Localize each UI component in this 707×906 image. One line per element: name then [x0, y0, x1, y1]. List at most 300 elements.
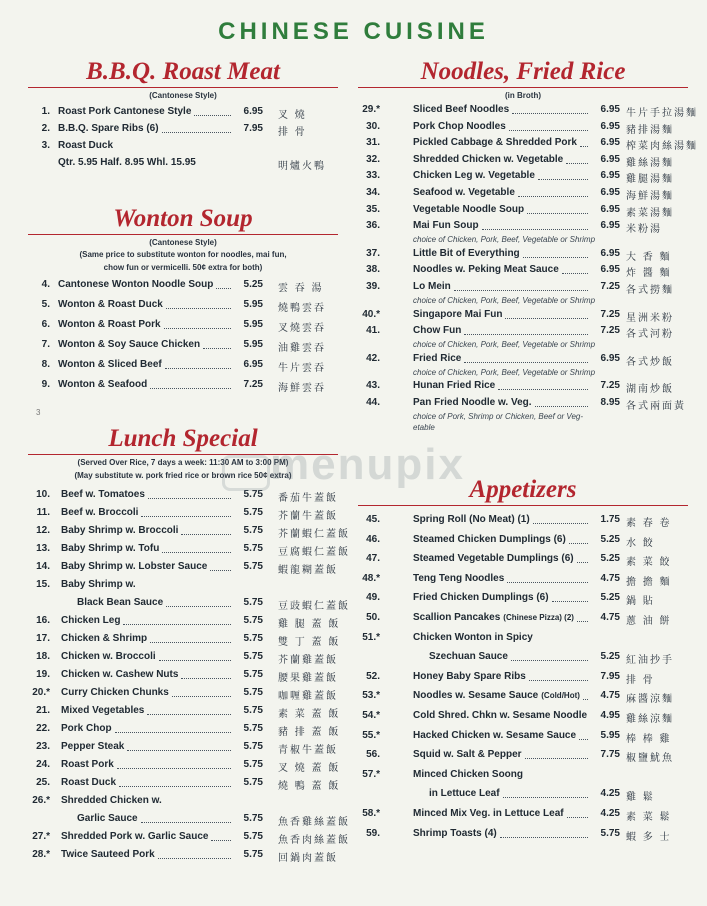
menu-item	[358, 788, 688, 808]
menu-item	[358, 808, 688, 828]
item-name-text: Teng Teng Noodles	[413, 572, 505, 584]
item-chinese-name: 榨菜肉絲湯麵	[626, 141, 698, 153]
dot-leader	[148, 498, 231, 499]
menu-item	[28, 615, 341, 633]
item-chinese-name: 海鮮湯麵	[626, 190, 674, 202]
menu-item	[358, 121, 688, 138]
dot-leader	[583, 699, 588, 700]
item-number: 41.	[366, 325, 380, 337]
item-name-text: Squid w. Salt & Pepper	[413, 749, 522, 761]
dot-leader	[158, 858, 231, 859]
dot-leader	[164, 328, 231, 329]
menu-item	[28, 597, 350, 615]
menu-item	[28, 831, 350, 849]
menu-item	[358, 380, 688, 397]
menu-item	[358, 553, 688, 573]
item-number: 36.	[366, 220, 380, 232]
item-price: 5.75	[243, 849, 263, 860]
item-price: 7.95	[243, 123, 263, 134]
item-price: 5.75	[243, 561, 263, 572]
item-number: 33.	[366, 170, 380, 182]
item-chinese-name: 擔 擔 麵	[626, 576, 672, 588]
item-number: 9.	[41, 379, 50, 390]
dot-leader	[117, 768, 231, 769]
item-chinese-name: 牛片手拉湯麵	[626, 108, 698, 119]
item-name	[413, 553, 574, 564]
item-name-text: Wonton & Seafood	[58, 379, 148, 390]
item-chinese-name: 水 餃	[626, 537, 655, 549]
item-number: 23.	[36, 741, 50, 752]
item-name-text: Noodles w. Sesame Sauce	[413, 690, 539, 702]
item-name	[413, 534, 566, 545]
menu-item	[358, 309, 688, 326]
item-number: 52.	[366, 670, 380, 682]
item-price: 5.25	[600, 651, 620, 663]
item-price: 5.75	[243, 813, 263, 824]
item-name	[413, 248, 520, 259]
item-name-text: Shredded Chicken w. Vegetable	[413, 153, 564, 165]
menu-item	[28, 705, 341, 723]
item-chinese-name: 海鮮雲吞	[278, 383, 326, 394]
item-choice-note: etable	[413, 422, 435, 432]
menu-item	[358, 281, 688, 309]
item-price: 6.95	[600, 120, 620, 132]
dot-leader	[141, 516, 231, 517]
menu-item	[28, 339, 338, 359]
item-chinese-name: 魚香肉絲蓋飯	[278, 835, 350, 846]
dot-leader	[162, 552, 231, 553]
item-price: 6.95	[600, 170, 620, 182]
item-chinese-name: 魚香雞絲蓋飯	[278, 817, 350, 828]
item-price: 5.75	[243, 615, 263, 626]
item-name-note: (Chinese Pizza) (2)	[503, 612, 574, 622]
appetizers-items	[358, 514, 688, 847]
item-name	[413, 154, 563, 165]
item-name	[58, 339, 200, 350]
menu-item	[28, 741, 338, 759]
item-chinese-name: 炸 醬 麵	[626, 268, 672, 280]
item-price: 5.75	[243, 705, 263, 716]
wonton-heading: Wonton Soup	[113, 205, 253, 232]
menu-item	[358, 573, 688, 593]
menu-item	[28, 279, 338, 299]
item-chinese-name: 芥蘭雞蓋飯	[278, 655, 338, 666]
item-name	[413, 309, 502, 320]
item-name	[413, 710, 587, 721]
item-name	[413, 514, 530, 525]
item-price: 4.75	[600, 572, 620, 584]
menu-item	[358, 749, 688, 769]
item-number: 59.	[366, 827, 380, 839]
item-name-text: Mai Fun Soup	[413, 220, 479, 232]
noodles-items	[358, 104, 698, 436]
menu-item	[358, 137, 698, 154]
item-price: 6.95	[243, 106, 263, 117]
dot-leader	[203, 348, 231, 349]
item-name-text: Pickled Cabbage & Shredded Pork	[413, 137, 577, 149]
item-price: 7.25	[243, 379, 263, 390]
item-number: 22.	[36, 723, 50, 734]
menu-item	[28, 795, 338, 813]
bbq-section	[28, 58, 338, 174]
item-chinese-name: 素 春 卷	[626, 518, 672, 529]
item-name-text: Beef w. Broccoli	[61, 507, 139, 518]
item-number: 32.	[366, 153, 380, 165]
item-chinese-name: 素菜湯麵	[626, 207, 674, 219]
item-number: 37.	[366, 247, 380, 259]
item-chinese-name: 咖喱雞蓋飯	[278, 691, 338, 702]
item-name	[413, 397, 532, 408]
item-chinese-name: 排 骨	[278, 127, 307, 138]
menu-item	[28, 759, 341, 777]
menu-item	[358, 264, 688, 281]
item-name	[61, 849, 155, 860]
dot-leader	[166, 308, 231, 309]
item-chinese-name: 番茄牛蓋飯	[278, 493, 338, 504]
menu-item	[358, 514, 688, 534]
item-price: 5.75	[243, 633, 263, 644]
item-name-text: Sliced Beef Noodles	[413, 104, 510, 115]
item-name	[61, 561, 207, 572]
dot-leader	[527, 213, 588, 214]
item-name-text: Qtr. 5.95 Half. 8.95 Whl. 15.95	[58, 157, 196, 168]
item-name	[413, 121, 506, 132]
item-price: 5.95	[243, 299, 263, 310]
menu-item	[358, 612, 688, 632]
menu-item	[28, 140, 338, 157]
item-chinese-name: 腰果雞蓋飯	[278, 673, 338, 684]
item-name	[413, 170, 535, 181]
menu-item	[358, 154, 688, 171]
item-name	[413, 325, 461, 336]
item-number: 35.	[366, 203, 380, 215]
item-price: 5.75	[243, 831, 263, 842]
item-number: 18.	[36, 651, 50, 662]
item-choice-note: choice of Chicken, Pork, Beef, Vegetable or Shrimp	[413, 340, 596, 350]
item-price: 6.95	[600, 186, 620, 198]
item-number: 47.	[366, 553, 380, 565]
item-price: 6.95	[243, 359, 263, 370]
dot-leader	[498, 389, 588, 390]
bbq-heading: B.B.Q. Roast Meat	[86, 58, 280, 85]
item-name	[61, 705, 144, 716]
item-name-text: Cantonese Wonton Noodle Soup	[58, 279, 214, 290]
item-name	[61, 777, 116, 788]
item-name	[61, 507, 138, 518]
item-chinese-name: 湖南炒飯	[626, 384, 674, 396]
item-number: 8.	[41, 359, 50, 370]
item-name-text: Roast Pork	[61, 759, 114, 770]
menu-item	[358, 592, 688, 612]
item-number: 31.	[366, 137, 380, 149]
item-name	[58, 157, 196, 168]
item-name	[413, 187, 515, 198]
item-chinese-name: 雙 丁 蓋 飯	[278, 637, 341, 648]
item-number: 30.	[366, 120, 380, 132]
item-name-text: Fried Rice	[413, 352, 462, 364]
dot-leader	[165, 368, 231, 369]
item-chinese-name: 蔥 油 餅	[626, 615, 672, 627]
menu-item	[358, 204, 688, 221]
item-chinese-name: 米粉湯	[626, 224, 662, 236]
dot-leader	[569, 543, 588, 544]
item-name-text: Wonton & Soy Sauce Chicken	[58, 339, 201, 350]
item-price: 6.95	[600, 153, 620, 165]
menu-item	[28, 379, 338, 399]
item-name-text: Wonton & Roast Pork	[58, 319, 161, 330]
item-number: 40.*	[362, 308, 380, 320]
item-price: 4.75	[600, 611, 620, 623]
item-name	[413, 380, 495, 391]
item-price: 5.75	[243, 687, 263, 698]
item-number: 17.	[36, 633, 50, 644]
item-price: 5.75	[243, 669, 263, 680]
item-chinese-name: 棒 棒 雞	[626, 733, 672, 745]
dot-leader	[577, 562, 588, 563]
item-name-text: Shredded Pork w. Garlic Sauce	[61, 831, 209, 842]
menu-item	[28, 507, 338, 525]
item-number: 26.*	[32, 795, 50, 806]
item-name-text: Baby Shrimp w.	[61, 579, 136, 590]
item-price: 5.75	[600, 827, 620, 839]
dot-leader	[533, 523, 588, 524]
item-name	[413, 769, 523, 780]
item-price: 5.75	[243, 507, 263, 518]
item-chinese-name: 芥蘭蝦仁蓋飯	[278, 529, 350, 540]
dot-leader	[525, 758, 588, 759]
item-name-text: Chow Fun	[413, 325, 462, 337]
dot-leader	[566, 163, 588, 164]
item-name-text: Pepper Steak	[61, 741, 125, 752]
item-name-text: B.B.Q. Spare Ribs (6)	[58, 123, 159, 134]
item-name-text: Roast Duck	[58, 140, 114, 151]
item-price: 1.75	[600, 514, 620, 525]
dot-leader	[210, 570, 231, 571]
dot-leader	[577, 621, 588, 622]
item-name-text: Chicken Leg w. Vegetable	[413, 170, 535, 182]
item-name-text: Singapore Mai Fun	[413, 308, 503, 320]
dot-leader	[181, 534, 231, 535]
item-number: 48.*	[362, 572, 380, 584]
menu-item	[28, 669, 338, 687]
dot-leader	[454, 290, 588, 291]
wonton-note-1: (Same price to substitute wonton for noodles, mai fun,	[79, 250, 287, 259]
menu-item	[358, 220, 688, 248]
item-name	[413, 104, 509, 115]
divider	[358, 505, 688, 506]
item-number: 45.	[366, 514, 380, 525]
item-price: 5.75	[243, 525, 263, 536]
item-price: 6.95	[600, 203, 620, 215]
item-chinese-name: 雞腿湯麵	[626, 174, 674, 186]
item-name-text: Roast Pork Cantonese Style	[58, 106, 192, 117]
item-name-note: (Cold/Hot)	[541, 691, 580, 701]
item-number: 54.*	[362, 709, 380, 721]
item-name	[58, 140, 113, 151]
dot-leader	[511, 660, 588, 661]
menu-item	[28, 579, 338, 597]
item-name	[61, 633, 147, 644]
item-chinese-name: 豬排湯麵	[626, 124, 674, 136]
item-name-text: Little Bit of Everything	[413, 247, 520, 259]
dot-leader	[503, 797, 588, 798]
menu-item	[28, 543, 350, 561]
item-name-text: Steamed Vegetable Dumplings (6)	[413, 553, 574, 565]
menu-item	[358, 248, 688, 265]
item-name	[61, 741, 124, 752]
item-chinese-name: 紅油抄手	[626, 655, 674, 667]
item-price: 4.25	[600, 807, 620, 819]
item-name-text: Baby Shrimp w. Tofu	[61, 543, 160, 554]
item-price: 5.75	[243, 489, 263, 500]
item-name	[413, 690, 580, 701]
item-chinese-name: 芥蘭牛蓋飯	[278, 511, 338, 522]
item-number: 49.	[366, 592, 380, 604]
item-name-text: Chicken w. Broccoli	[61, 651, 156, 662]
item-name-text: Baby Shrimp w. Lobster Sauce	[61, 561, 208, 572]
dot-leader	[172, 696, 231, 697]
item-price: 7.25	[600, 325, 620, 337]
item-name	[61, 651, 156, 662]
noodles-subheading: (in Broth)	[505, 91, 541, 100]
item-name-text: Minced Mix Veg. in Lettuce Leaf	[413, 807, 564, 819]
dot-leader	[507, 582, 588, 583]
item-price: 5.75	[243, 759, 263, 770]
item-name	[58, 123, 159, 134]
item-number: 11.	[36, 507, 50, 518]
menu-item	[358, 353, 688, 381]
dot-leader	[159, 660, 231, 661]
item-chinese-name: 叉 燒	[278, 110, 307, 121]
dot-leader	[505, 318, 588, 319]
item-number: 12.	[36, 525, 50, 536]
item-price: 5.25	[600, 592, 620, 604]
dot-leader	[538, 179, 588, 180]
wonton-note-2: chow fun or vermicelli. 50¢ extra for both)	[103, 263, 263, 272]
item-number: 19.	[36, 669, 50, 680]
menu-item	[358, 397, 688, 436]
item-name-text: Roast Duck	[61, 777, 117, 788]
item-name-text: Seafood w. Vegetable	[413, 186, 515, 198]
item-chinese-name: 燒 鴨 蓋 飯	[278, 781, 341, 792]
item-name-text: Twice Sauteed Pork	[61, 849, 155, 860]
item-chinese-name: 鍋 貼	[626, 596, 655, 608]
item-chinese-name: 各式兩面黃	[626, 400, 686, 412]
item-number: 46.	[366, 533, 380, 545]
item-price: 7.25	[600, 380, 620, 392]
item-chinese-name: 素 菜 餃	[626, 557, 672, 569]
dot-leader	[518, 196, 588, 197]
item-name-text: Hacked Chicken w. Sesame Sauce	[413, 729, 577, 741]
item-name	[61, 579, 136, 590]
appetizers-heading: Appetizers	[469, 476, 577, 503]
item-chinese-name: 豆腐蝦仁蓋飯	[278, 547, 350, 558]
menu-item	[358, 730, 688, 750]
menu-item	[28, 849, 338, 867]
dot-leader	[166, 606, 231, 607]
bbq-subheading: (Cantonese Style)	[149, 91, 217, 100]
item-number: 20.*	[32, 687, 50, 698]
lunch-items	[28, 489, 350, 867]
item-chinese-name: 燒鴨雲吞	[278, 303, 326, 314]
item-price: 4.75	[600, 690, 620, 702]
item-number: 58.*	[362, 807, 380, 819]
menu-item	[28, 777, 341, 795]
item-number: 5.	[41, 299, 50, 310]
menu-item	[28, 651, 338, 669]
dot-leader	[500, 837, 588, 838]
item-name	[61, 723, 112, 734]
item-chinese-name: 星洲米粉	[626, 312, 674, 324]
item-name	[61, 543, 159, 554]
item-price: 6.95	[600, 104, 620, 115]
item-name	[413, 264, 559, 275]
item-name	[413, 671, 526, 682]
item-chinese-name: 各式河粉	[626, 329, 674, 341]
item-name	[58, 319, 161, 330]
item-name-text: Black Bean Sauce	[77, 597, 164, 608]
item-chinese-name: 油雞雲吞	[278, 343, 326, 354]
menu-item	[358, 534, 688, 554]
item-name	[413, 220, 479, 231]
item-number: 44.	[366, 396, 380, 408]
item-name-text: Shredded Chicken w.	[61, 795, 162, 806]
dot-leader	[119, 786, 231, 787]
item-name	[61, 831, 208, 842]
item-name	[61, 489, 145, 500]
dot-leader	[464, 334, 588, 335]
item-name-text: Cold Shred. Chkn w. Sesame Noodle	[413, 709, 588, 721]
item-number: 4.	[41, 279, 50, 290]
item-price: 6.95	[600, 352, 620, 364]
item-chinese-name: 蝦龍糊蓋飯	[278, 565, 338, 576]
item-name	[61, 759, 114, 770]
dot-leader	[216, 288, 231, 289]
item-number: 51.*	[362, 631, 380, 643]
menu-item	[28, 489, 338, 507]
dot-leader	[509, 130, 588, 131]
item-name-text: Curry Chicken Chunks	[61, 687, 169, 698]
item-name	[61, 687, 169, 698]
item-chinese-name: 椒鹽魷魚	[626, 753, 674, 765]
noodles-section	[358, 58, 698, 436]
item-price: 4.25	[600, 788, 620, 800]
menu-item	[28, 123, 338, 140]
page-number: 3	[36, 408, 41, 417]
item-number: 27.*	[32, 831, 50, 842]
item-number: 2.	[41, 123, 50, 134]
item-chinese-name: 雞絲湯麵	[626, 157, 674, 169]
dot-leader	[211, 840, 231, 841]
dot-leader	[512, 113, 588, 114]
item-number: 25.	[36, 777, 50, 788]
item-name	[61, 669, 178, 680]
dot-leader	[579, 739, 588, 740]
item-chinese-name: 牛片雲吞	[278, 363, 326, 374]
item-name-text: Hunan Fried Rice	[413, 380, 496, 392]
item-price: 7.25	[600, 280, 620, 292]
item-name	[413, 632, 533, 643]
item-chinese-name: 各式炒飯	[626, 356, 674, 368]
menu-item	[28, 525, 350, 543]
item-name	[58, 359, 162, 370]
item-number: 6.	[41, 319, 50, 330]
item-name	[413, 828, 497, 839]
item-name	[413, 730, 576, 741]
item-name-text: Beef w. Tomatoes	[61, 489, 145, 500]
dot-leader	[529, 680, 588, 681]
item-price: 6.95	[600, 137, 620, 149]
